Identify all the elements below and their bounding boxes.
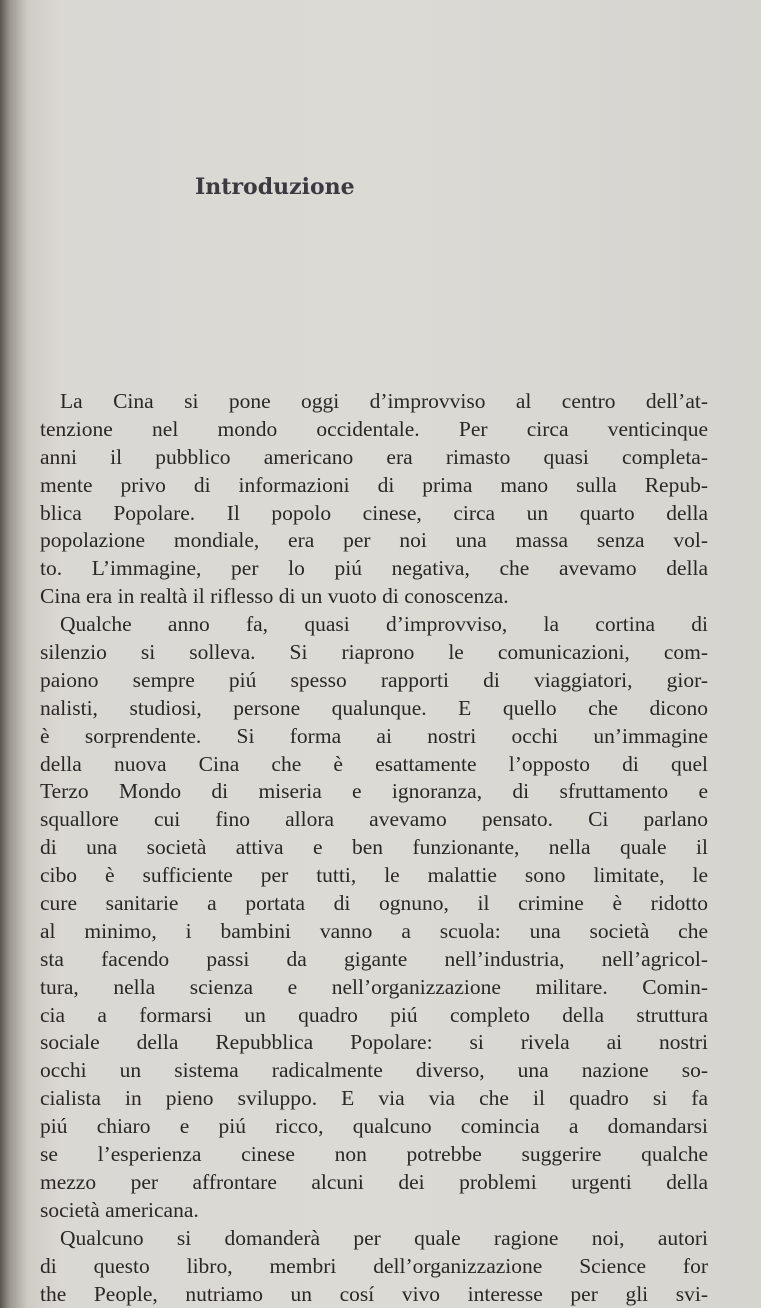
text-line: the People, nutriamo un cosí vivo interesse per gli svi- [40, 1281, 708, 1308]
text-line: blica Popolare. Il popolo cinese, circa un quarto della [40, 500, 708, 528]
text-line: anni il pubblico americano era rimasto quasi completa- [40, 444, 708, 472]
text-line: tenzione nel mondo occidentale. Per circa venticinque [40, 416, 708, 444]
text-line: to. L’immagine, per lo piú negativa, che avevamo della [40, 555, 708, 583]
text-line: cibo è sufficiente per tutti, le malattie sono limitate, le [40, 862, 708, 890]
text-line: di questo libro, membri dell’organizzazione Science for [40, 1253, 708, 1281]
text-line: paiono sempre piú spesso rapporti di viaggiatori, gior- [40, 667, 708, 695]
text-line: società americana. [40, 1197, 708, 1225]
text-line: della nuova Cina che è esattamente l’opposto di quel [40, 751, 708, 779]
text-line: al minimo, i bambini vanno a scuola: una società che [40, 918, 708, 946]
text-line: squallore cui fino allora avevamo pensato. Ci parlano [40, 806, 708, 834]
text-line: se l’esperienza cinese non potrebbe suggerire qualche [40, 1141, 708, 1169]
text-line: cia a formarsi un quadro piú completo della struttura [40, 1002, 708, 1030]
text-line: Cina era in realtà il riflesso di un vuoto di conoscenza. [40, 583, 708, 611]
text-line: è sorprendente. Si forma ai nostri occhi un’immagine [40, 723, 708, 751]
text-line: occhi un sistema radicalmente diverso, una nazione so- [40, 1057, 708, 1085]
text-line: tura, nella scienza e nell’organizzazione militare. Comin- [40, 974, 708, 1002]
text-line: Qualcuno si domanderà per quale ragione noi, autori [40, 1225, 708, 1253]
text-line: mezzo per affrontare alcuni dei problemi urgenti della [40, 1169, 708, 1197]
text-line: di una società attiva e ben funzionante, nella quale il [40, 834, 708, 862]
text-line: cure sanitarie a portata di ognuno, il crimine è ridotto [40, 890, 708, 918]
text-line: Terzo Mondo di miseria e ignoranza, di sfruttamento e [40, 778, 708, 806]
text-line: popolazione mondiale, era per noi una massa senza vol- [40, 527, 708, 555]
text-line: nalisti, studiosi, persone qualunque. E quello che dicono [40, 695, 708, 723]
text-line: silenzio si solleva. Si riaprono le comunicazioni, com- [40, 639, 708, 667]
text-line: sociale della Repubblica Popolare: si rivela ai nostri [40, 1029, 708, 1057]
text-line: piú chiaro e piú ricco, qualcuno comincia a domandarsi [40, 1113, 708, 1141]
text-line: La Cina si pone oggi d’improvviso al centro dell’at- [40, 388, 708, 416]
chapter-title: Introduzione [195, 174, 355, 200]
text-line: Qualche anno fa, quasi d’improvviso, la cortina di [40, 611, 708, 639]
text-line: sta facendo passi da gigante nell’industria, nell’agricol- [40, 946, 708, 974]
text-line: cialista in pieno sviluppo. E via via che il quadro si fa [40, 1085, 708, 1113]
text-line: mente privo di informazioni di prima mano sulla Repub- [40, 472, 708, 500]
body-text [40, 388, 708, 1308]
